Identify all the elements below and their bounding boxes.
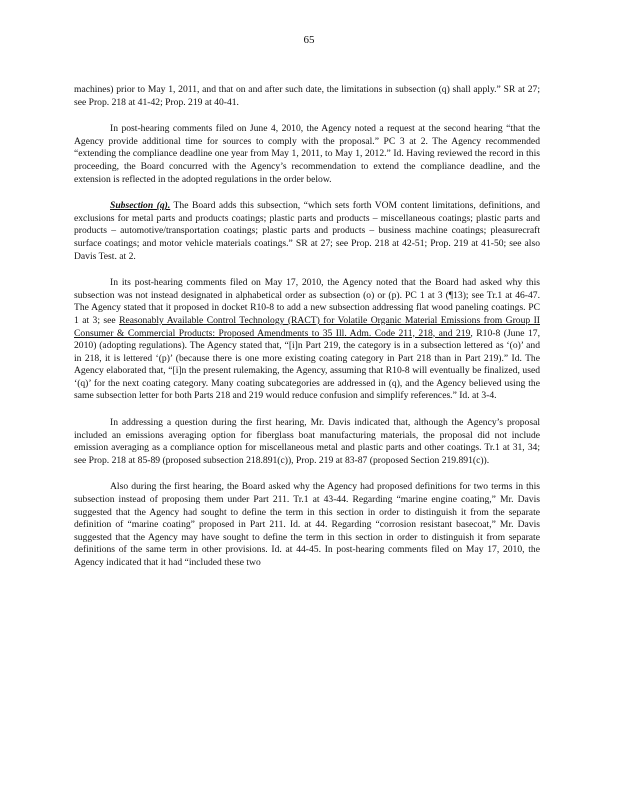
paragraph-2: In post-hearing comments filed on June 4, 2010, the Agency noted a request at the second hearing “that the Agency provide additional time for sources to comply with the proposal.” PC 3 at 2. The Agency recommended “extending the compliance deadline one year from May 1, 2011, to May 1, 2012.” Id. Having reviewed the record in this proceeding, the Board concurred with the Agency’s recommendation to extend the compliance deadline, and the extension is reflected in the adopted regulations in the order below.	[74, 123, 540, 185]
subsection-label: Subsection (q).	[110, 200, 171, 212]
page-number: 65	[303, 34, 315, 46]
body-text	[74, 84, 540, 584]
paragraph-6: Also during the first hearing, the Board asked why the Agency had proposed definitions for two terms in this subsection instead of proposing them under Part 211. Tr.1 at 43-44. Regarding “marine engine coating,” Mr. Davis suggested that the Agency had sought to define the term in this section in order to distinguish it from the separate definition of “marine coating” proposed in Part 211. Id. at 44. Regarding “corrosion resistant basecoat,” Mr. Davis suggested that the Agency may have sought to define the term in this section in order to distinguish it from separate definitions of the same term in other provisions. Id. at 44-45. In post-hearing comments filed on May 17, 2010, the Agency indicated that it had “included these two	[74, 481, 540, 568]
paragraph-5: In addressing a question during the first hearing, Mr. Davis indicated that, although the Agency’s proposal included an emissions averaging option for fiberglass boat manufacturing materials, the proposal did not include emission averaging as a compliance option for miscellaneous metal and plastic parts and other coatings. Tr.1 at 31, 34; see Prop. 218 at 85-89 (proposed subsection 218.891(c)), Prop. 219 at 83-87 (proposed Section 219.891(c)).	[74, 417, 540, 466]
paragraph-3	[74, 200, 540, 263]
paragraph-3-text: The Board adds this subsection, “which sets forth VOM content limitations, definitions, and exclusions for metal parts and products coatings; plastic parts and products – miscellaneous coatings; plastic parts and products – automotive/transportation coatings; plastic parts and products – business machine coatings; pleasurecraft surface coatings; and motor vehicle materials coatings.” SR at 27; see Prop. 218 at 42-51; Prop. 219 at 41-50; see also Davis Test. at 2.	[74, 200, 540, 262]
paragraph-4-after: , R10-8 (June 17, 2010) (adopting regulations). The Agency stated that, “[i]n Part 219, the category is in a subsection lettered as ‘(o)’ and in 218, it is lettered ‘(p)’ (because there is one more existing coating category in Part 218 than in Part 219).” Id. The Agency elaborated that, “[i]n the present rulemaking, the Agency, assuming that R10-8 will eventually be finalized, used ‘(q)’ for the next coating category. Many coating subcategories are addressed in (q), and the Agency believed using the same subsection letter for both Parts 218 and 219 would reduce confusion and simplify references.” Id. at 3-4.	[74, 327, 541, 402]
paragraph-4	[74, 277, 540, 403]
paragraph-4-before: In its post-hearing comments filed on May 17, 2010, the Agency noted that the Board had asked why this subsection was not instead designated in alphabetical order as subsection (o) or (p). PC 1 at 3 (¶13); see Tr.1 at 46-47. The Agency stated that it proposed in docket R10-8 to add a new subsection addressing flat wood paneling coatings. PC 1 at 3; see	[74, 277, 540, 326]
case-citation: Reasonably Available Control Technology (RACT) for Volatile Organic Material Emissions from Group II Consumer & Commercial Products: Proposed Amendments to 35 Ill. Adm. Code 211, 218, and 219	[74, 314, 540, 339]
paragraph-1: machines) prior to May 1, 2011, and that on and after such date, the limitations in subsection (q) shall apply.” SR at 27; see Prop. 218 at 41-42; Prop. 219 at 40-41.	[74, 84, 540, 108]
